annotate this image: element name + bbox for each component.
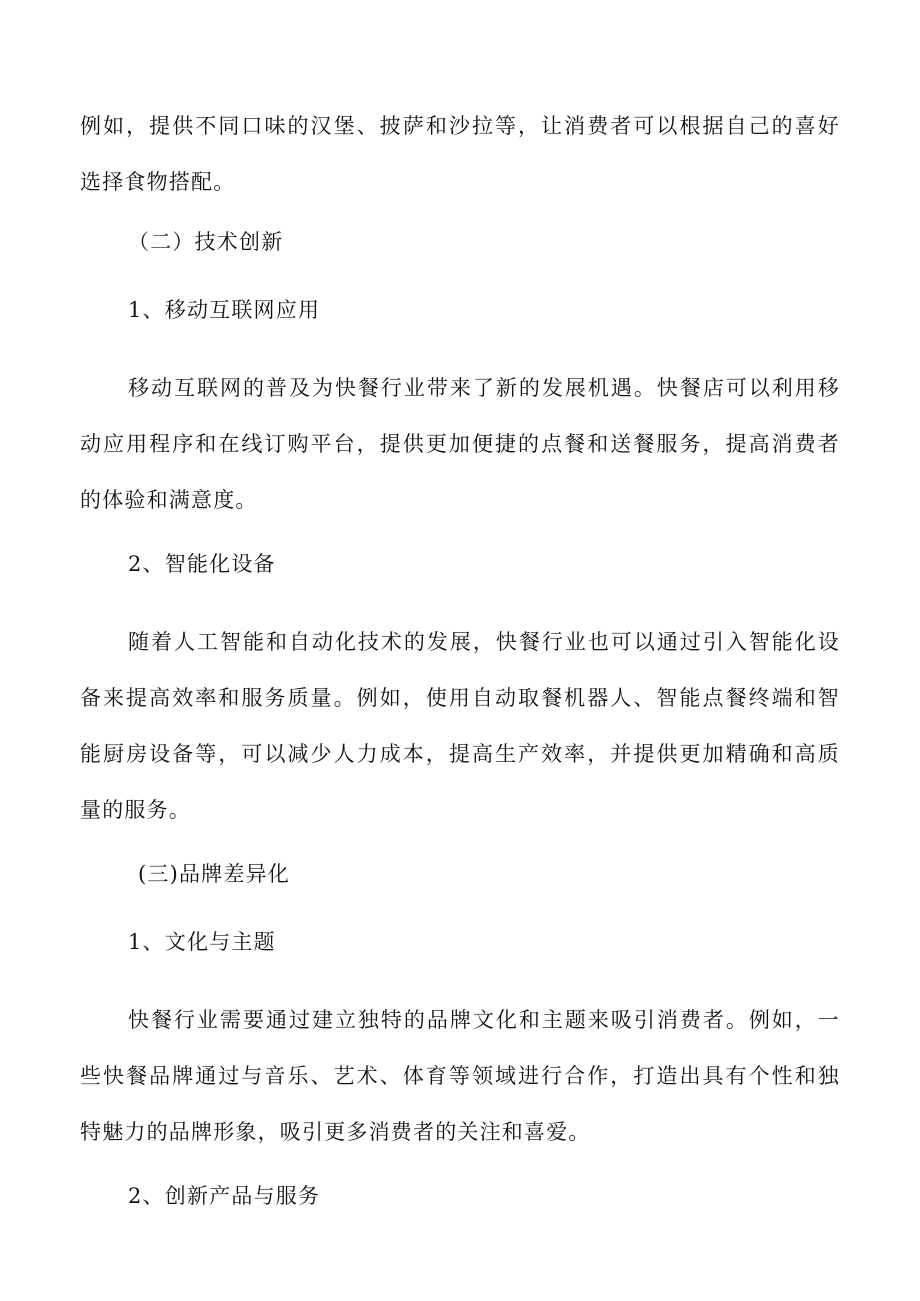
paragraph-line: 特魅力的品牌形象，吸引更多消费者的关注和喜爱。 <box>80 1120 591 1144</box>
paragraph-line: 随着人工智能和自动化技术的发展，快餐行业也可以通过引入智能化设 <box>128 630 840 654</box>
section-heading-brand-differentiation: (三)品牌差异化 <box>138 862 290 886</box>
paragraph-line: 的体验和满意度。 <box>80 488 258 512</box>
subheading-smart-devices: 2、智能化设备 <box>128 552 276 576</box>
paragraph-line: 选择食物搭配。 <box>80 170 236 194</box>
paragraph-line: 量的服务。 <box>80 798 191 822</box>
subheading-mobile-internet: 1、移动互联网应用 <box>128 298 321 322</box>
section-heading-tech-innovation: （二）技术创新 <box>128 230 284 254</box>
subheading-culture-theme: 1、文化与主题 <box>128 930 276 954</box>
paragraph-line: 移动互联网的普及为快餐行业带来了新的发展机遇。快餐店可以利用移 <box>128 376 840 400</box>
paragraph-line: 快餐行业需要通过建立独特的品牌文化和主题来吸引消费者。例如，一 <box>128 1008 840 1032</box>
paragraph-line: 能厨房设备等，可以减少人力成本，提高生产效率，并提供更加精确和高质 <box>80 742 840 766</box>
paragraph-line: 些快餐品牌通过与音乐、艺术、体育等领域进行合作，打造出具有个性和独 <box>80 1064 840 1088</box>
paragraph-line: 动应用程序和在线订购平台，提供更加便捷的点餐和送餐服务，提高消费者 <box>80 432 840 456</box>
paragraph-line: 例如，提供不同口味的汉堡、披萨和沙拉等，让消费者可以根据自己的喜好 <box>80 114 840 138</box>
paragraph-line: 备来提高效率和服务质量。例如，使用自动取餐机器人、智能点餐终端和智 <box>80 686 840 710</box>
subheading-innovative-products: 2、创新产品与服务 <box>128 1184 321 1208</box>
